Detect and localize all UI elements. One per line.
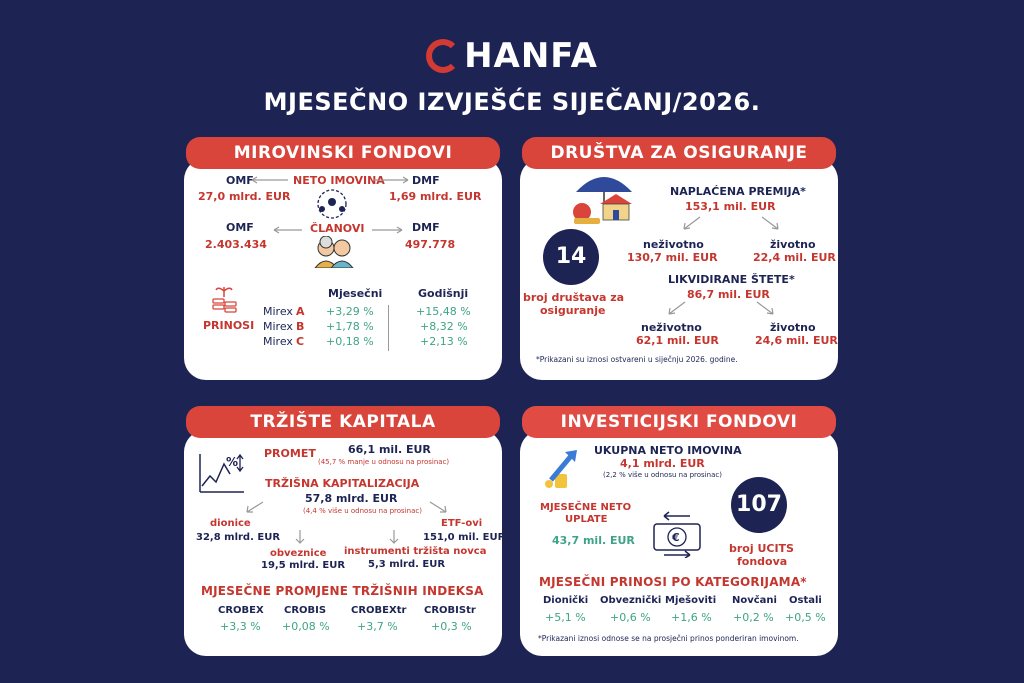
- ucits-count-badge: 107: [731, 477, 787, 533]
- dmf-assets-value: 1,69 mlrd. EUR: [389, 190, 482, 203]
- mirex-name: Mirex: [263, 305, 293, 318]
- members-label: ČLANOVI: [310, 222, 365, 235]
- index-value: +0,3 %: [431, 620, 472, 633]
- indices-title: MJESEČNE PROMJENE TRŽIŠNIH INDEKSA: [201, 584, 484, 598]
- mirex-yearly: +15,48 %: [416, 305, 471, 318]
- arrow-left-icon: [250, 175, 290, 185]
- claims-nonlife-value: 62,1 mil. EUR: [636, 334, 719, 347]
- category-value: +5,1 %: [545, 611, 586, 624]
- arrow-down-right-icon: [755, 300, 777, 318]
- arrow-down-left-icon: [243, 500, 265, 516]
- etf-label: ETF-ovi: [441, 518, 483, 529]
- total-net-assets-label: UKUPNA NETO IMOVINA: [594, 444, 742, 457]
- funds-footnote: *Prikazani iznosi odnose se na prosječni prinos ponderiran imovinom.: [538, 634, 799, 643]
- insurance-title: DRUŠTVA ZA OSIGURANJE: [522, 137, 836, 169]
- index-value: +3,3 %: [220, 620, 261, 633]
- etf-value: 151,0 mil. EUR: [423, 532, 506, 543]
- category-name: Mješoviti: [665, 595, 717, 606]
- hanfa-logo: [0, 36, 1024, 76]
- ucits-count-label: fondova: [737, 555, 788, 568]
- money-market-label: instrumenti tržišta novca: [344, 546, 487, 557]
- logo-text: HANFA: [464, 36, 598, 76]
- index-name: CROBIS: [284, 605, 327, 616]
- premium-value: 153,1 mil. EUR: [685, 200, 776, 213]
- turnover-note: (45,7 % manje u odnosu na prosinac): [318, 458, 450, 466]
- turnover-label: PROMET: [264, 447, 316, 460]
- umbrella-house-icon: [570, 168, 638, 226]
- shares-label: dionice: [210, 518, 251, 529]
- premium-label: NAPLAĆENA PREMIJA*: [670, 185, 806, 198]
- mirex-class: A: [296, 305, 305, 318]
- net-inflows-label: MJESEČNE NETO: [540, 502, 632, 513]
- mirex-name: Mirex: [263, 335, 293, 348]
- bonds-value: 19,5 mlrd. EUR: [261, 560, 346, 571]
- category-value: +1,6 %: [671, 611, 712, 624]
- coins-plant-icon: [207, 283, 241, 317]
- mirex-class: C: [296, 335, 305, 348]
- mirex-monthly: +0,18 %: [326, 335, 374, 348]
- mirex-monthly: +3,29 %: [326, 305, 374, 318]
- arrow-right-icon: [370, 225, 404, 235]
- mirex-yearly: +8,32 %: [420, 320, 468, 333]
- arrow-down-icon: [294, 528, 306, 546]
- category-value: +0,5 %: [785, 611, 826, 624]
- premium-nonlife-label: neživotno: [643, 238, 704, 251]
- turnover-value: 66,1 mil. EUR: [348, 443, 431, 456]
- svg-text:%: %: [226, 455, 239, 469]
- col-yearly-header: Godišnji: [418, 287, 469, 300]
- omf-members-label: OMF: [226, 221, 254, 234]
- people-network-icon: [313, 187, 351, 221]
- category-value: +0,6 %: [610, 611, 651, 624]
- category-name: Novčani: [732, 595, 777, 606]
- bonds-label: obveznice: [270, 548, 327, 559]
- category-name: Ostali: [789, 595, 822, 606]
- dmf-assets-label: DMF: [412, 174, 440, 187]
- page-title: MJESEČNO IZVJEŠĆE SIJEČANJ/2026.: [263, 88, 761, 116]
- insurers-count-label: broj društava za: [523, 291, 625, 304]
- total-net-assets-value: 4,1 mlrd. EUR: [620, 457, 705, 470]
- category-name: Dionički: [543, 595, 589, 606]
- market-cap-note: (4,4 % više u odnosu na prosinac): [303, 507, 422, 515]
- arrow-left-icon: [272, 225, 304, 235]
- insurance-footnote: *Prikazani su iznosi ostvareni u siječnju 2026. godine.: [536, 355, 738, 364]
- capital-market-title: TRŽIŠTE KAPITALA: [186, 406, 500, 438]
- claims-life-value: 24,6 mil. EUR: [755, 334, 838, 347]
- arrow-down-icon: [388, 528, 400, 546]
- premium-nonlife-value: 130,7 mil. EUR: [627, 251, 718, 264]
- returns-label: PRINOSI: [203, 319, 255, 332]
- market-cap-label: TRŽIŠNA KAPITALIZACIJA: [265, 477, 420, 490]
- total-net-assets-note: (2,2 % više u odnosu na prosinac): [603, 471, 722, 479]
- svg-text:€: €: [672, 531, 680, 544]
- shares-value: 32,8 mlrd. EUR: [196, 532, 281, 543]
- mirex-class: B: [296, 320, 305, 333]
- omf-members-value: 2.403.434: [205, 238, 267, 251]
- logo-mark-icon: [426, 39, 460, 73]
- stock-chart-icon: [196, 450, 248, 496]
- investment-funds-title: INVESTICIJSKI FONDOVI: [522, 406, 836, 438]
- mirex-monthly: +1,78 %: [326, 320, 374, 333]
- market-cap-value: 57,8 mlrd. EUR: [305, 492, 398, 505]
- claims-nonlife-label: neživotno: [641, 321, 702, 334]
- arrow-right-icon: [372, 175, 410, 185]
- insurers-count-label: osiguranje: [540, 304, 606, 317]
- arrow-down-left-icon: [680, 215, 702, 233]
- dmf-members-label: DMF: [412, 221, 440, 234]
- elderly-couple-icon: [312, 236, 356, 268]
- arrow-down-right-icon: [428, 500, 450, 516]
- net-inflows-value: 43,7 mil. EUR: [552, 534, 635, 547]
- table-divider: [388, 305, 389, 351]
- claims-value: 86,7 mil. EUR: [687, 288, 770, 301]
- arrow-down-right-icon: [760, 215, 782, 233]
- omf-assets-label: OMF: [226, 174, 254, 187]
- dmf-members-value: 497.778: [405, 238, 456, 251]
- ucits-count-label: broj UCITS: [729, 542, 794, 555]
- arrow-down-left-icon: [665, 300, 687, 318]
- pension-title: MIROVINSKI FONDOVI: [186, 137, 500, 169]
- coins-growth-icon: [541, 444, 589, 492]
- index-name: CROBEXtr: [351, 605, 407, 616]
- claims-life-label: životno: [770, 321, 816, 334]
- category-value: +0,2 %: [733, 611, 774, 624]
- index-name: CROBEX: [218, 605, 264, 616]
- category-name: Obveznički: [600, 595, 662, 606]
- insurers-count-badge: 14: [543, 229, 599, 285]
- net-inflows-label: UPLATE: [565, 514, 608, 525]
- net-assets-label: NETO IMOVINA: [293, 174, 385, 187]
- index-value: +3,7 %: [357, 620, 398, 633]
- claims-label: LIKVIDIRANE ŠTETE*: [668, 273, 795, 286]
- index-value: +0,08 %: [282, 620, 330, 633]
- money-market-value: 5,3 mlrd. EUR: [368, 559, 446, 570]
- col-monthly-header: Mjesečni: [328, 287, 383, 300]
- index-name: CROBIStr: [424, 605, 476, 616]
- omf-assets-value: 27,0 mlrd. EUR: [198, 190, 291, 203]
- mirex-name: Mirex: [263, 320, 293, 333]
- euro-transfer-icon: [650, 510, 704, 558]
- premium-life-value: 22,4 mil. EUR: [753, 251, 836, 264]
- premium-life-label: životno: [770, 238, 816, 251]
- mirex-yearly: +2,13 %: [420, 335, 468, 348]
- category-returns-title: MJESEČNI PRINOSI PO KATEGORIJAMA*: [539, 575, 807, 589]
